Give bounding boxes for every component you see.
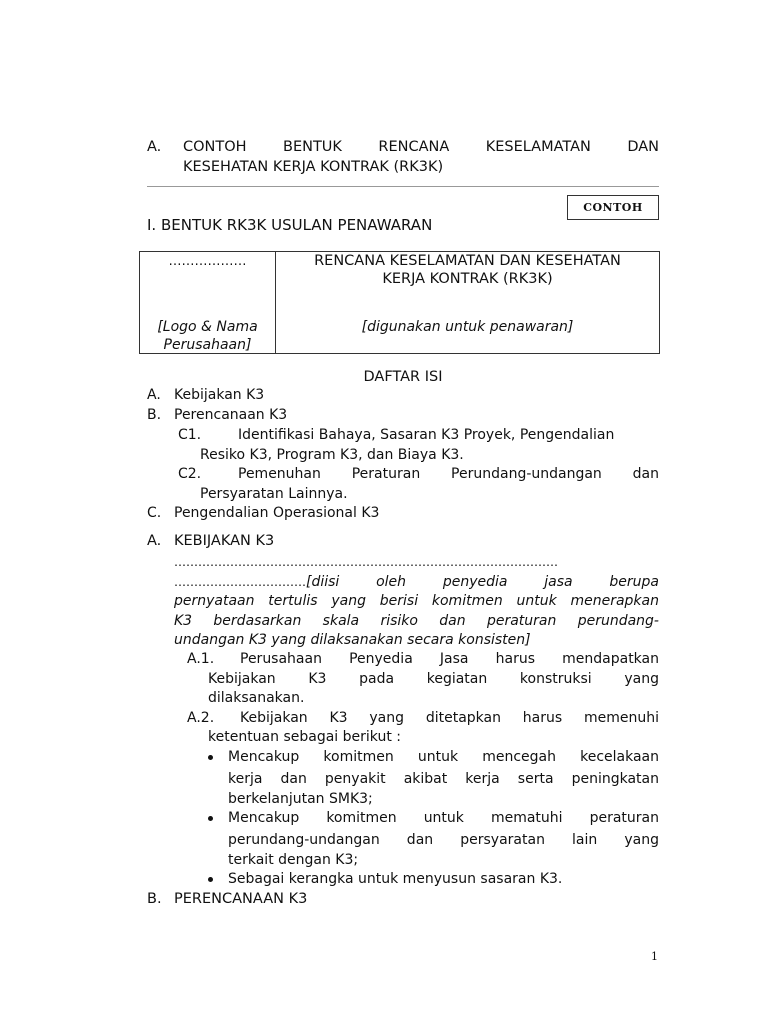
table-title-line-2: KERJA KONTRAK (RK3K) — [382, 271, 553, 287]
section-i-heading: I. BENTUK RK3K USULAN PENAWARAN — [147, 216, 433, 234]
toc-item-c1-line1: Identifikasi Bahaya, Sasaran K3 Proyek, Pengendalian — [238, 427, 615, 443]
toc-item-c-text: Pengendalian Operasional K3 — [174, 505, 380, 521]
bullet-dot — [208, 877, 213, 882]
section-a-desc-3: pernyataan tertulis yang berisi komitmen untuk menerapkan — [174, 593, 659, 609]
bullet-1-line2: kerja dan penyakit akibat kerja serta peningkatan — [228, 771, 659, 787]
toc-item-c1-label: C1. — [178, 427, 202, 443]
toc-item-c2-line1: Pemenuhan Peraturan Perundang-undangan dan — [238, 466, 659, 482]
bullet-1-line1: Mencakup komitmen untuk mencegah kecelakaan — [228, 749, 659, 765]
bullet-2-line2: perundang-undangan dan persyaratan lain yang — [228, 832, 659, 848]
section-a-desc-4: K3 berdasarkan skala risiko dan peraturan perundang- — [174, 613, 659, 629]
toc-item-b: B. — [147, 407, 162, 423]
a2-line1: Kebijakan K3 yang ditetapkan harus memenuhi — [240, 710, 659, 726]
bullet-item — [208, 869, 659, 889]
section-b-heading: PERENCANAAN K3 — [174, 891, 308, 907]
toc-item-b-text: Perencanaan K3 — [174, 407, 288, 423]
bullet-2-line3: terkait dengan K3; — [228, 852, 359, 868]
toc-item-c2-line2: Persyaratan Lainnya. — [200, 486, 348, 502]
bullet-2-line1: Mencakup komitmen untuk mematuhi peraturan — [228, 810, 659, 826]
title-divider — [147, 186, 659, 187]
toc-item-c1-line2: Resiko K3, Program K3, dan Biaya K3. — [200, 447, 464, 463]
contoh-badge: CONTOH — [567, 195, 659, 220]
a1-label: A.1. — [187, 651, 215, 667]
header-table — [139, 251, 660, 354]
logo-dots: ……………… — [168, 254, 247, 269]
section-a-heading: KEBIJAKAN K3 — [174, 533, 275, 549]
a2-line2: ketentuan sebagai berikut : — [208, 729, 401, 745]
a1-line1: Perusahaan Penyedia Jasa harus mendapatkan — [240, 651, 659, 667]
bullet-1-line3: berkelanjutan SMK3; — [228, 791, 373, 807]
logo-line-1: [Logo & Nama — [157, 319, 258, 335]
bullet-dot — [208, 755, 213, 760]
section-b-label: B. — [147, 891, 162, 907]
section-a-desc-line-2 — [174, 572, 659, 592]
title-line-2: KESEHATAN KERJA KONTRAK (RK3K) — [183, 159, 444, 175]
table-title-line-1: RENCANA KESELAMATAN DAN KESEHATAN — [314, 253, 621, 269]
toc-item-c2-label: C2. — [178, 466, 202, 482]
section-a-desc-2: [diisi oleh penyedia jasa berupa — [306, 574, 659, 590]
bullet-3-line1: Sebagai kerangka untuk menyusun sasaran K3. — [228, 871, 563, 887]
section-a-label: A. — [147, 533, 162, 549]
toc-item-a-text: Kebijakan K3 — [174, 387, 265, 403]
section-a-dots-2: …………………………… — [174, 575, 306, 589]
document-title — [147, 137, 659, 177]
a2-label: A.2. — [187, 710, 215, 726]
a1-line2: Kebijakan K3 pada kegiatan konstruksi yang — [208, 671, 659, 687]
bullet-item — [208, 808, 659, 870]
logo-placeholder — [140, 318, 275, 354]
toc-item-a: A. — [147, 387, 161, 403]
toc-item-c: C. — [147, 505, 162, 521]
bullet-dot — [208, 816, 213, 821]
table-subtitle: [digunakan untuk penawaran] — [361, 319, 574, 335]
section-a-dots-1: …………………………………………………………………………………… — [174, 555, 558, 569]
a1-line3: dilaksanakan. — [208, 690, 305, 706]
title-label: A. — [147, 139, 162, 155]
bullet-item — [208, 747, 659, 809]
logo-line-2: Perusahaan] — [163, 337, 252, 353]
toc-title: DAFTAR ISI — [363, 369, 443, 385]
table-title — [276, 252, 659, 288]
section-a-desc-5: undangan K3 yang dilaksanakan secara konsisten] — [174, 632, 531, 648]
page-number: 1 — [651, 950, 658, 963]
title-line-1: CONTOH BENTUK RENCANA KESELAMATAN DAN — [183, 139, 659, 155]
